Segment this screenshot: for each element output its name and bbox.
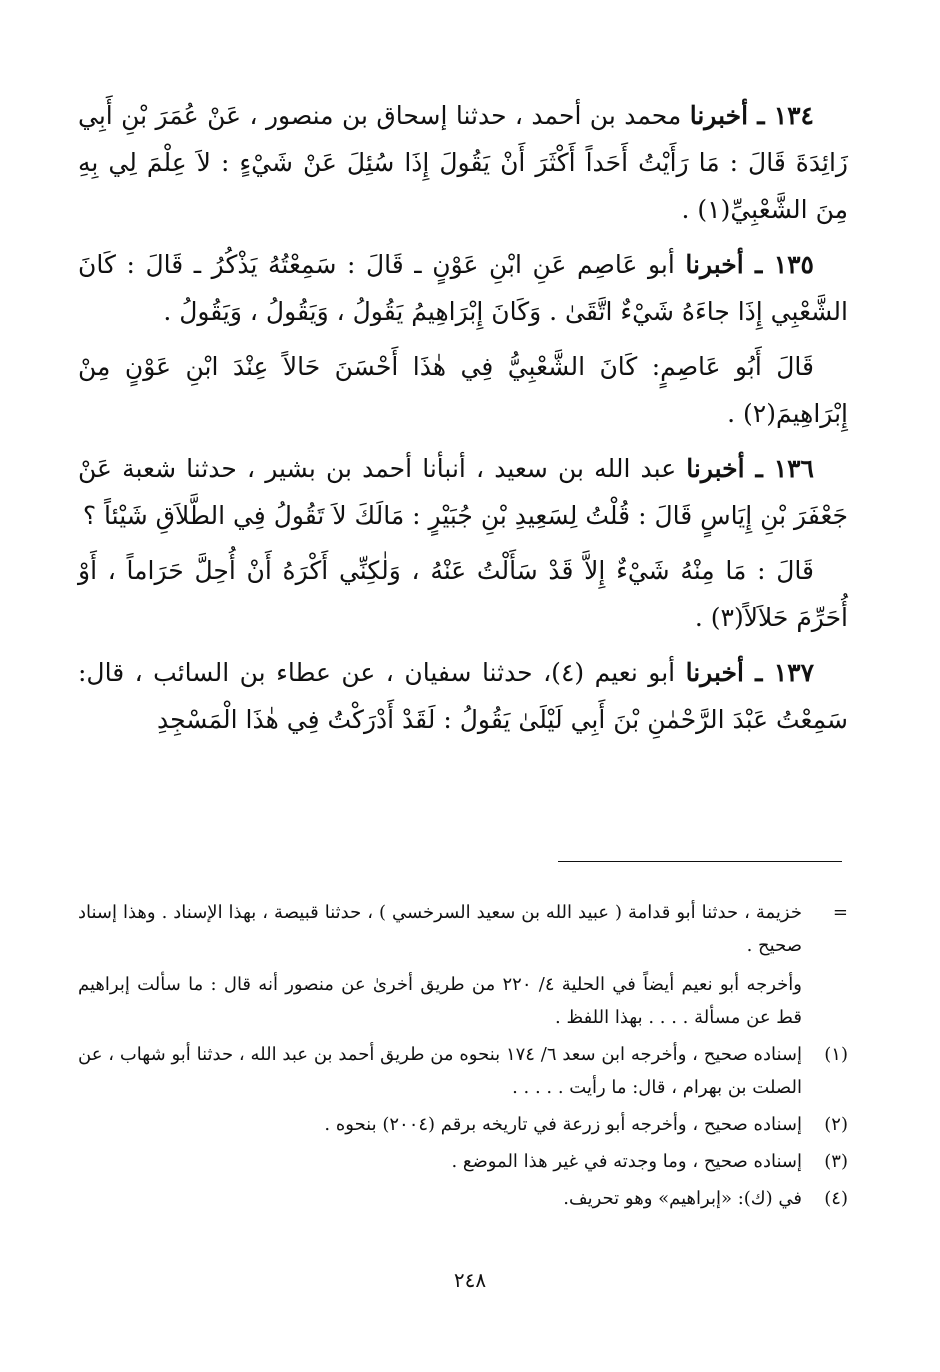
footnote-divider [558, 861, 842, 862]
footnote-text: خزيمة ، حدثنا أبو قدامة ( عبيد الله بن سعيد السرخسي ) ، حدثنا قبيصة ، بهذا الإسناد . وهذا إسناد صحيح . [78, 902, 802, 956]
footnote-4 [78, 1182, 848, 1215]
footnote-mark [802, 966, 848, 1034]
footnote-continued-2 [78, 966, 848, 1034]
footnote-mark: (٣) [824, 1151, 848, 1172]
footnote-mark: (٢) [824, 1114, 848, 1135]
paragraph-135 [78, 241, 848, 335]
page-number: ٢٤٨ [453, 1268, 487, 1292]
footnote-text: إسناده صحيح ، وما وجدته في غير هذا الموضع . [451, 1151, 802, 1172]
main-text [78, 92, 848, 751]
paragraph-136-answer [78, 547, 848, 641]
paragraph-135-comment [78, 343, 848, 437]
footnote-text: في (ك): «إبراهيم» وهو تحريف. [563, 1188, 802, 1209]
paragraph-text: قَالَ أَبُو عَاصِمٍ: كَانَ الشَّعْبِيُّ فِي هٰذَا أَحْسَنَ حَالاً عِنْدَ ابْنِ عَوْنٍ مِنْ إِبْرَاهِيمَ(٢) . [78, 352, 848, 428]
footnote-2 [78, 1108, 848, 1141]
hadith-heading: ١٣٦ ـ أخبرنا [686, 454, 814, 483]
footnote-continued [78, 896, 848, 962]
paragraph-137 [78, 649, 848, 743]
footnote-text: إسناده صحيح ، وأخرجه أبو زرعة في تاريخه برقم (٢٠٠٤) بنحوه . [324, 1114, 802, 1135]
footnote-1 [78, 1038, 848, 1104]
footnotes [78, 896, 848, 1219]
footnote-mark: (١) [824, 1044, 848, 1065]
paragraph-text: محمد بن أحمد ، حدثنا إسحاق بن منصور ، عَنْ عُمَرَ بْنِ أَبِي زَائِدَةَ قَالَ : مَا رَأَيْتُ أَحَداً أَكْثَرَ أَنْ يَقُولَ إِذَا سُئِلَ عَنْ شَيْءٍ : لاَ عِلْمَ لِي بِهِ مِنَ الشَّعْبِيِّ(١) . [78, 101, 848, 224]
hadith-heading: ١٣٥ ـ أخبرنا [685, 250, 814, 279]
paragraph-134 [78, 92, 848, 233]
footnote-3 [78, 1145, 848, 1178]
footnote-text: إسناده صحيح ، وأخرجه ابن سعد ٦/ ١٧٤ بنحوه من طريق أحمد بن عبد الله ، حدثنا أبو شهاب ، عن الصلت بن بهرام ، قال: ما رأيت . . . . . [78, 1044, 802, 1098]
footnote-text: وأخرجه أبو نعيم أيضاً في الحلية ٤/ ٢٢٠ من طريق أخرىٰ عن منصور أنه قال : ما سألت إبراهيم قط عن مسألة . . . . بهذا اللفظ . [78, 974, 802, 1028]
footnote-mark: = [832, 902, 848, 923]
paragraph-text: قَالَ : مَا مِنْهُ شَيْءٌ إِلاَّ قَدْ سَأَلْتُ عَنْهُ ، وَلٰكِنِّي أَكْرَهُ أَنْ أُحِلَّ حَرَاماً ، أَوْ أُحَرِّمَ حَلاَلاً(٣) . [78, 556, 848, 632]
footnote-mark: (٤) [824, 1188, 848, 1209]
hadith-heading: ١٣٤ ـ أخبرنا [689, 101, 814, 130]
paragraph-text: أبو عَاصِم عَنِ ابْنِ عَوْنٍ ـ قَالَ : سَمِعْتُهُ يَذْكُرُ ـ قَالَ : كَانَ الشَّعْبِي إِذَا جاءَهُ شَيْءٌ اتَّقَىٰ . وَكَانَ إِبْرَاهِيمُ يَقُولُ ، وَيَقُولُ ، وَيَقُولُ . [78, 250, 848, 326]
paragraph-136 [78, 445, 848, 539]
paragraph-text: عبد الله بن سعيد ، أنبأنا أحمد بن بشير ، حدثنا شعبة عَنْ جَعْفَرَ بْنِ إِيَاسٍ قَالَ : قُلْتُ لِسَعِيدِ بْنِ جُبَيْرٍ : مَالَكَ لاَ تَقُولُ فِي الطَّلاَقِ شَيْئاً ؟ [78, 454, 848, 530]
hadith-heading: ١٣٧ ـ أخبرنا [685, 658, 815, 687]
paragraph-text: أبو نعيم (٤)، حدثنا سفيان ، عن عطاء بن السائب ، قال: سَمِعْتُ عَبْدَ الرَّحْمٰنِ بْنَ أَبِي لَيْلَىٰ يَقُولُ : لَقَدْ أَدْرَكْتُ فِي هٰذَا الْمَسْجِدِ [78, 658, 848, 734]
